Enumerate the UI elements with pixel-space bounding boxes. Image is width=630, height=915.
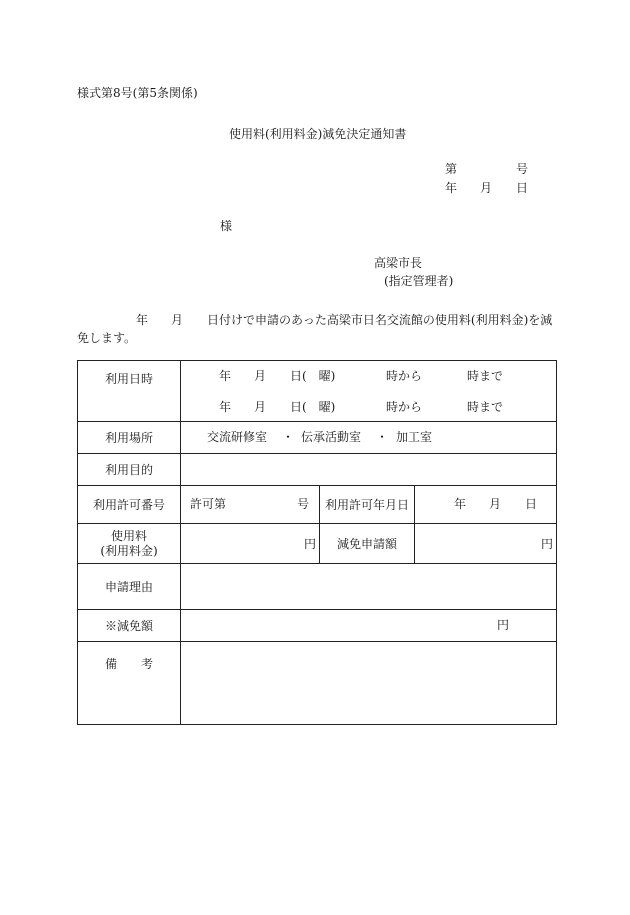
- usage-datetime-label: 利用日時: [104, 372, 153, 386]
- dt1-day-weekday: 日( 曜): [290, 369, 336, 383]
- fee-label-line-1: 使用料: [110, 528, 147, 543]
- body-line-1: 日付けで申請のあった高梁市日名交流館の使用料(利用料金)を減: [207, 313, 553, 327]
- row-permit: [78, 486, 557, 524]
- place-separator-2: ・: [376, 430, 389, 444]
- reduction-request-label: 減免申請額: [336, 537, 397, 551]
- issue-date-day: 日: [516, 181, 529, 195]
- dt2-month: 月: [254, 400, 267, 414]
- reason-field[interactable]: [181, 564, 557, 610]
- dt1-month: 月: [254, 369, 267, 383]
- permit-date-field[interactable]: [415, 486, 557, 524]
- row-usage-datetime: [78, 361, 557, 422]
- issue-date-month: 月: [480, 181, 493, 195]
- permit-number-field[interactable]: [181, 486, 320, 524]
- usage-place-label: 利用場所: [104, 431, 153, 445]
- doc-number-suffix: 号: [516, 162, 529, 176]
- row-usage-place: [78, 422, 557, 454]
- dt2-to: 時まで: [467, 400, 504, 414]
- issuer-title: 高梁市長: [374, 256, 423, 270]
- addressee-honorific: 様: [220, 219, 233, 233]
- body-year: 年: [136, 313, 149, 327]
- remarks-label: 備 考: [104, 657, 153, 671]
- place-separator-1: ・: [282, 430, 295, 444]
- dt2-from: 時から: [386, 400, 423, 414]
- usage-place-options: [181, 422, 557, 454]
- place-option-1[interactable]: 交流研修室: [207, 430, 268, 444]
- document-title: 使用料(利用料金)減免決定通知書: [229, 127, 407, 141]
- row-fee: [78, 524, 557, 564]
- row-usage-purpose: [78, 454, 557, 486]
- form-number: 様式第8号(第5条関係): [77, 86, 198, 100]
- permit-number-label: 利用許可番号: [92, 498, 165, 512]
- fee-label-line-2: (利用料金): [100, 543, 158, 558]
- dt2-year: 年: [219, 400, 232, 414]
- row-reduction-amount: [78, 610, 557, 642]
- permit-date-label: 利用許可年月日: [324, 498, 409, 512]
- reduction-request-field[interactable]: [415, 524, 557, 564]
- doc-number-prefix: 第: [445, 162, 458, 176]
- issuer-alt: (指定管理者): [384, 274, 454, 288]
- reason-label: 申請理由: [104, 580, 153, 594]
- permit-prefix: 許可第: [190, 497, 227, 511]
- remarks-field[interactable]: [181, 642, 557, 725]
- permit-suffix: 号: [297, 497, 310, 511]
- dt2-day-weekday: 日( 曜): [290, 400, 336, 414]
- usage-purpose-field[interactable]: [181, 454, 557, 486]
- dt1-year: 年: [219, 369, 232, 383]
- row-reason: [78, 564, 557, 610]
- reduction-form-table: [77, 360, 557, 725]
- reduction-amount-field[interactable]: [181, 610, 557, 642]
- body-month: 月: [171, 313, 184, 327]
- usage-purpose-label: 利用目的: [104, 463, 153, 477]
- usage-datetime-field[interactable]: [181, 361, 557, 422]
- row-remarks: [78, 642, 557, 725]
- place-option-2[interactable]: 伝承活動室: [301, 430, 362, 444]
- reduction-request-yen: 円: [541, 537, 554, 551]
- fee-amount-field[interactable]: [181, 524, 320, 564]
- fee-yen: 円: [303, 537, 316, 551]
- body-line-2: 免します。: [77, 331, 137, 345]
- issue-date-year: 年: [445, 181, 458, 195]
- permit-date-month: 月: [489, 497, 502, 511]
- dt1-to: 時まで: [467, 369, 504, 383]
- dt1-from: 時から: [386, 369, 423, 383]
- reduction-amount-yen: 円: [497, 618, 510, 632]
- place-option-3[interactable]: 加工室: [396, 430, 433, 444]
- permit-date-year: 年: [454, 497, 467, 511]
- permit-date-day: 日: [525, 497, 538, 511]
- reduction-amount-label: ※減免額: [104, 619, 153, 633]
